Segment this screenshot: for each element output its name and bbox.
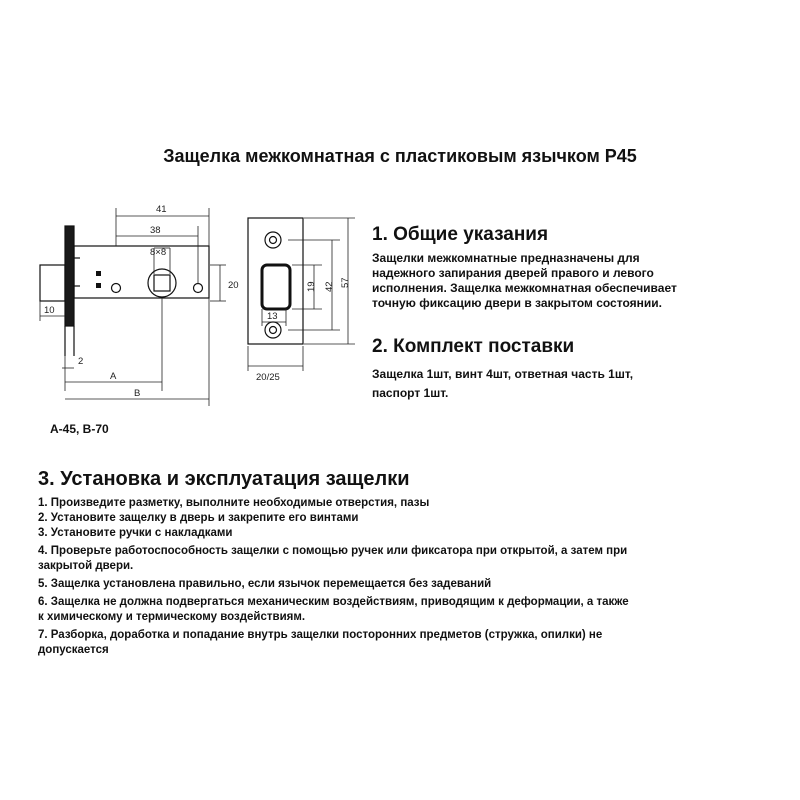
list-item: 6. Защелка не должна подвергаться механическим воздействиям, приводящим к деформации, а также	[38, 596, 629, 608]
dimensions-note: А-45, В-70	[50, 422, 109, 436]
dim-10: 10	[44, 305, 55, 316]
section-1-line: Защелки межкомнатные предназначены для	[372, 251, 640, 265]
latch-drawing	[30, 196, 370, 416]
strike-slot	[262, 265, 290, 309]
mount-hole-right	[194, 284, 203, 293]
mount-hole-left	[112, 284, 121, 293]
dim-19: 19	[306, 281, 317, 292]
dim-a: A	[110, 371, 117, 382]
dim-38: 38	[150, 225, 161, 236]
list-item: 1. Произведите разметку, выполните необходимые отверстия, пазы	[38, 497, 430, 509]
dim-42: 42	[324, 281, 335, 292]
section-3-heading: 3. Установка и эксплуатация защелки	[38, 468, 410, 490]
section-2-line: паспорт 1шт.	[372, 386, 449, 400]
dim-13: 13	[267, 311, 278, 322]
list-item: 7. Разборка, доработка и попадание внутрь защелки посторонних предметов (стружка, опилки) не	[38, 629, 603, 641]
strike-screw-top	[265, 232, 281, 248]
latch-tongue	[40, 265, 65, 301]
dim-20: 20	[228, 280, 239, 291]
list-item: 4. Проверьте работоспособность защелки с помощью ручек или фиксатора при открытой, а затем при	[38, 545, 628, 557]
dim-41: 41	[156, 204, 167, 215]
list-item: допускается	[38, 644, 109, 656]
strike-screw-bottom	[265, 322, 281, 338]
dim-57: 57	[340, 277, 351, 288]
spindle-ring	[148, 269, 176, 297]
dim-b: B	[134, 388, 141, 399]
section-2-line: Защелка 1шт, винт 4шт, ответная часть 1шт,	[372, 367, 634, 381]
latch-faceplate	[65, 226, 74, 326]
list-item: 5. Защелка установлена правильно, если язычок перемещается без задеваний	[38, 578, 492, 590]
list-item: к химическому и термическому воздействиям.	[38, 611, 306, 623]
section-1-line: точную фиксацию двери в закрытом состоянии.	[372, 296, 662, 310]
dim-8x8: 8×8	[150, 247, 167, 258]
section-2-heading: 2. Комплект поставки	[372, 336, 575, 357]
section-1-line: надежного запирания дверей правого и левого	[372, 266, 654, 280]
list-item: 2. Установите защелку в дверь и закрепите его винтами	[38, 512, 359, 524]
list-item: 3. Установите ручки с накладками	[38, 527, 233, 539]
list-item: закрытой двери.	[38, 560, 134, 572]
spindle-square	[154, 275, 170, 291]
section-1-body	[372, 251, 782, 311]
section-3-list	[38, 496, 768, 658]
latch-body	[74, 246, 209, 298]
section-1-heading: 1. Общие указания	[372, 224, 549, 245]
dim-20-25: 20/25	[256, 372, 280, 383]
section-2-body	[372, 365, 782, 403]
page-title: Защелка межкомнатная с пластиковым язычком Р45	[163, 146, 637, 166]
dim-2: 2	[78, 356, 84, 367]
section-1-line: исполнения. Защелка межкомнатная обеспечивает	[372, 281, 677, 295]
